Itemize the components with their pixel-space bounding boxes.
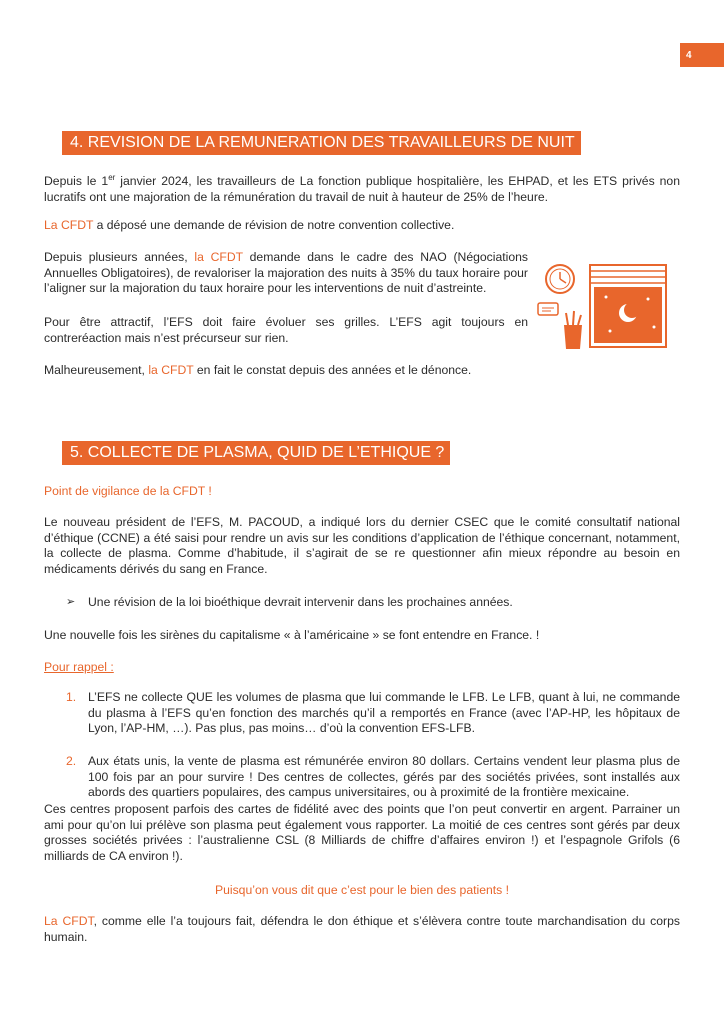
section-5-paragraph-1: Le nouveau président de l’EFS, M. PACOUD, a indiqué lors du dernier CSEC que le comité consultatif national d’éthique (CCNE) a été saisi pour rendre un avis sur les conditions d’application de l’éthique concernant, notamment, la collecte de plasma. Comme d’habitude, il s’agirait de se re questionner afin mieux répondre au besoin en médicaments dérivés du sang en France.	[44, 515, 680, 576]
section-4-paragraph-4: Pour être attractif, l’EFS doit faire évoluer ses grilles. L’EFS agit toujours en contreréaction mais n’est précurseur sur rien.	[44, 315, 528, 345]
section-5-title: 5. COLLECTE DE PLASMA, QUID DE L’ETHIQUE ?	[62, 441, 450, 465]
pencil-cup-icon	[564, 311, 582, 349]
clock-icon	[546, 265, 574, 293]
emphasis-line: Puisqu’on vous dit que c’est pour le bien des patients !	[214, 883, 510, 897]
section-5-paragraph-3: Ces centres proposent parfois des cartes de fidélité avec des points que l’on peut convertir en argent. Parrainer un ami pour qu’on lui prélève son plasma peut également vous rapporter. La moitié de ces centres sont gérés par deux grosses sociétés privées : l’australienne CSL (8 Milliards de chiffre d’affaires environ !) et l’espagnole Grifols (6 milliards de CA environ !).	[44, 802, 680, 863]
cfdt-mention: La CFDT	[44, 218, 94, 232]
section-4-title: 4. REVISION DE LA REMUNERATION DES TRAVAILLEURS DE NUIT	[62, 131, 581, 155]
cfdt-mention: La CFDT	[44, 914, 94, 928]
section-5-paragraph-2: Une nouvelle fois les sirènes du capitalisme « à l’américaine » se font entendre en France. !	[44, 628, 540, 642]
numbered-item: 1. L’EFS ne collecte QUE les volumes de plasma que lui commande le LFB. Le LFB, quant à lui, ne commande du plasma à l’EFS qu’en fonction des marchés qu’il a remportés en France (avec l’AP-HP, les hôpitaux de Lyon, l’AP-HM, …). Pas plus, pas moins… d’où la convention EFS-LFB.	[66, 690, 680, 735]
cfdt-mention: la CFDT	[148, 363, 194, 377]
bullet-item: ➢ Une révision de la loi bioéthique devrait intervenir dans les prochaines années.	[66, 595, 513, 609]
arrow-bullet-icon: ➢	[66, 596, 76, 608]
night-window-icon	[590, 265, 666, 347]
page-number-badge: 4	[680, 43, 724, 67]
section-4-paragraph-3: Depuis plusieurs années, la CFDT demande dans le cadre des NAO (Négociations Annuelles Obligatoires), de revaloriser la majoration des nuits à 35% du taux horaire pour l’aligner sur la majoration du taux horaire pour les interventions de nuit d’astreinte.	[44, 250, 528, 295]
reminder-heading: Pour rappel :	[44, 660, 114, 674]
closing-paragraph: La CFDT, comme elle l’a toujours fait, défendra le don éthique et s’élèvera contre toute marchandisation du corps humain.	[44, 914, 680, 944]
chat-bubble-icon	[538, 303, 558, 315]
vigilance-note: Point de vigilance de la CFDT !	[44, 484, 212, 498]
numbered-item: 2. Aux états unis, la vente de plasma est rémunérée environ 80 dollars. Certains vendent leur plasma plus de 100 fois par an pour survire ! Des centres de collectes, gérés par des sociétés privées, sont installés aux abords des quartiers populaires, des campus universitaires, ou à proximité de la frontière mexicaine.	[66, 754, 680, 799]
night-work-illustration	[536, 263, 668, 353]
section-4-paragraph-2: La CFDT a déposé une demande de révision de notre convention collective.	[44, 218, 455, 232]
cfdt-mention: la CFDT	[194, 250, 243, 264]
section-4-paragraph-5: Malheureusement, la CFDT en fait le constat depuis des années et le dénonce.	[44, 363, 472, 377]
section-4-paragraph-1: Depuis le 1er janvier 2024, les travailleurs de La fonction publique hospitalière, les EHPAD, et les ETS privés non lucratifs ont une majoration de la rémunération du travail de nuit à hauteur de 25% de l’heure.	[44, 173, 680, 204]
